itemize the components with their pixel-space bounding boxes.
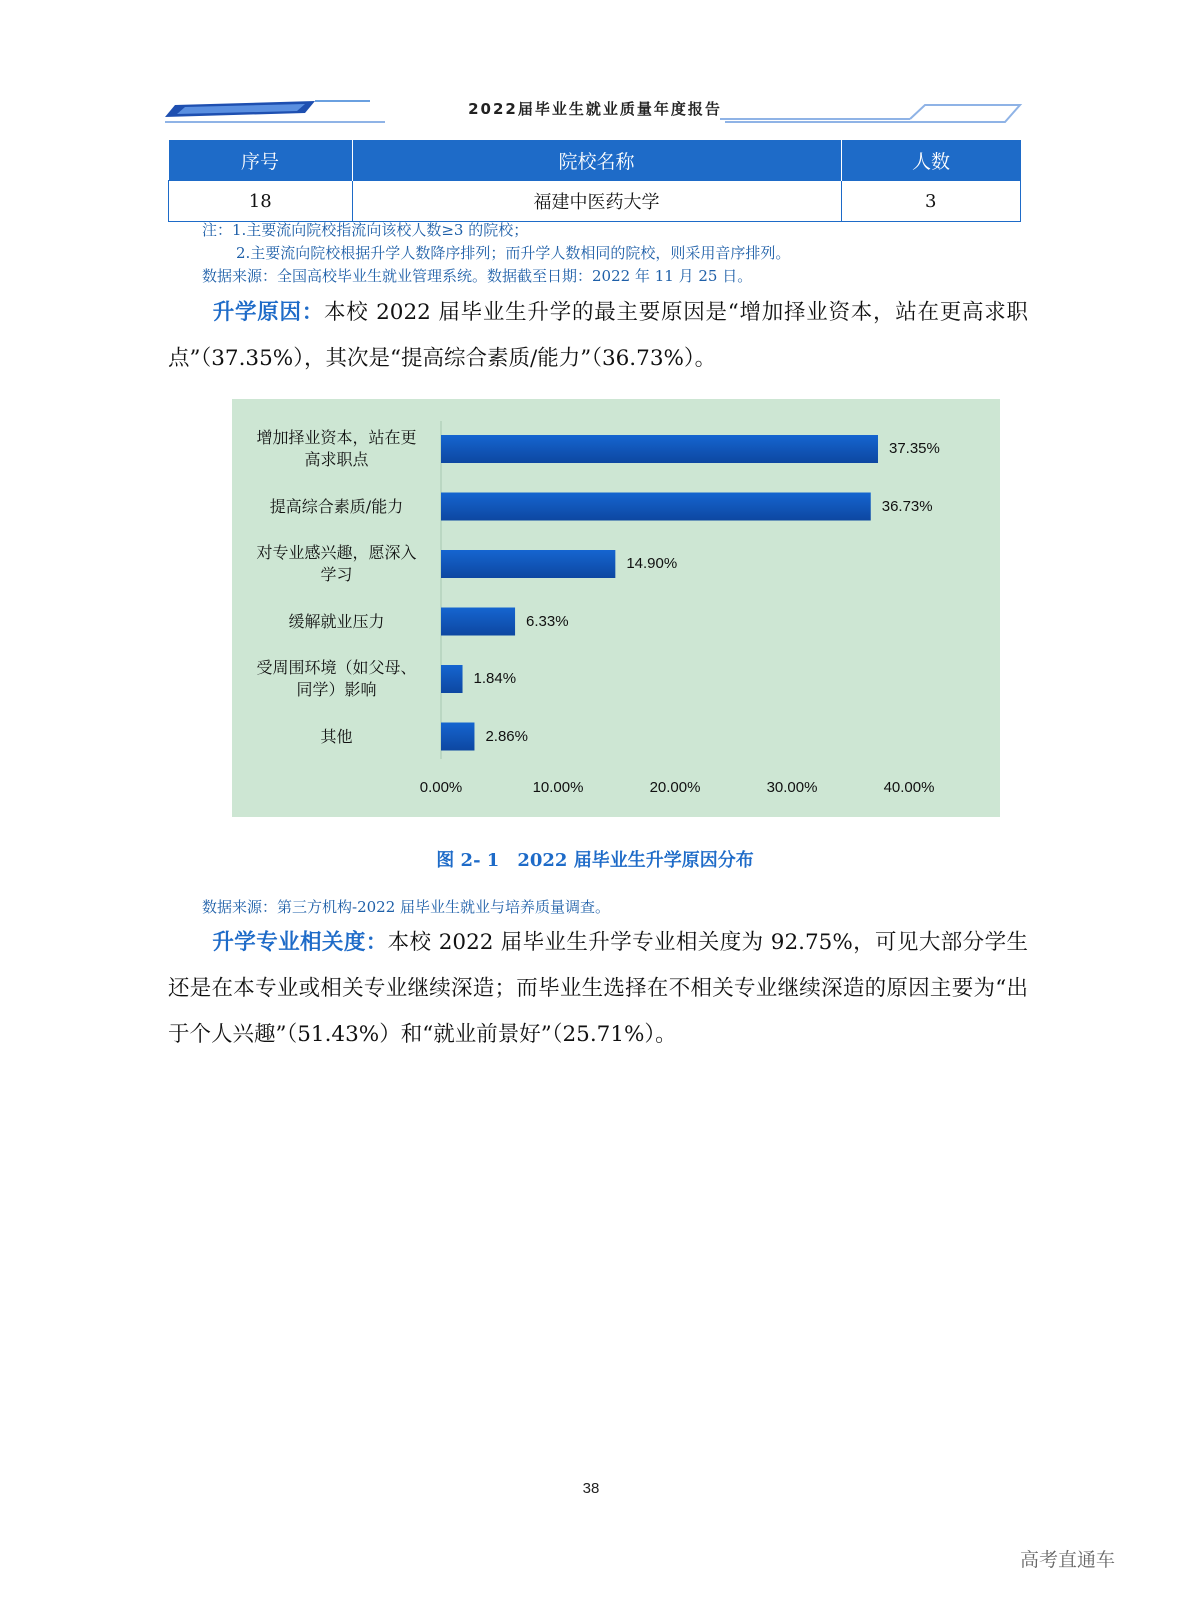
category-label-line: 同学）影响 [296,680,377,699]
category-label [234,542,439,586]
header-count: 人数 [841,140,1021,181]
cell-school: 福建中医药大学 [352,181,841,222]
category-label-line: 受周围环境（如父母、 [256,658,417,677]
paragraph-reason-lead: 升学原因： [212,300,325,325]
cell-count: 3 [841,181,1021,222]
category-label-line: 对专业感兴趣，愿深入 [256,543,417,562]
category-label-line: 其他 [320,726,353,746]
chart-source: 数据来源：第三方机构-2022 届毕业生就业与培养质量调查。 [202,898,611,916]
x-tick-label: 40.00% [883,779,935,796]
category-label-line: 学习 [320,565,353,584]
table-header-row [169,140,1021,181]
category-label [234,611,439,633]
category-label-line: 缓解就业压力 [288,611,385,631]
note-line-1: 注：1.主要流向院校指流向该校人数≥3 的院校； [202,221,529,239]
school-table [168,140,1021,222]
page-number: 38 [582,1480,600,1497]
paragraph-reason-text: 本校 2022 届毕业生升学的最主要原因是“增加择业资本，站在更高求职点”（37.35%），其次是“提高综合素质/能力”（36.73%）。 [168,300,1028,371]
category-label [234,657,439,701]
bar-value-label: 14.90% [626,555,678,572]
cell-index: 18 [169,181,353,222]
bar-value-label: 36.73% [881,497,933,515]
x-tick-label: 0.00% [419,779,463,796]
x-tick-label: 10.00% [532,779,584,796]
bar-value-label: 6.33% [526,612,569,630]
category-label-line: 提高综合素质/能力 [269,496,404,516]
bar-value-label: 2.86% [485,727,528,745]
bar-value-label: 37.35% [888,440,940,457]
bar-value-label: 1.84% [473,670,517,687]
category-label-line: 高求职点 [304,450,369,469]
paragraph-reason [168,290,1028,382]
paragraph-relevance [168,920,1028,1058]
x-tick-label: 20.00% [649,779,701,796]
header-school: 院校名称 [352,140,841,181]
chart-container [232,399,1000,817]
note-source: 数据来源：全国高校毕业生就业管理系统。数据截至日期：2022 年 11 月 25 日。 [202,267,753,285]
header-index: 序号 [169,140,353,181]
chart-caption: 图 2- 1 2022 届毕业生升学原因分布 [436,850,754,871]
paragraph-relevance-lead: 升学专业相关度： [212,930,388,955]
category-label [234,496,439,518]
x-tick-label: 30.00% [766,779,818,796]
category-label [234,427,439,471]
header-title: 2022届毕业生就业质量年度报告 [468,100,722,118]
category-label [234,726,439,748]
paragraph-relevance-text: 本校 2022 届毕业生升学专业相关度为 92.75%，可见大部分学生还是在本专业或相关专业继续深造；而毕业生选择在不相关专业继续深造的原因主要为“出于个人兴趣”（51.43%）和“就业前景好”（25.71%）。 [168,930,1028,1047]
watermark: 高考直通车 [1020,1549,1116,1571]
category-label-line: 增加择业资本，站在更 [256,428,417,447]
table-row [169,181,1021,222]
note-line-2: 2.主要流向院校根据升学人数降序排列；而升学人数相同的院校，则采用音序排列。 [236,244,791,262]
